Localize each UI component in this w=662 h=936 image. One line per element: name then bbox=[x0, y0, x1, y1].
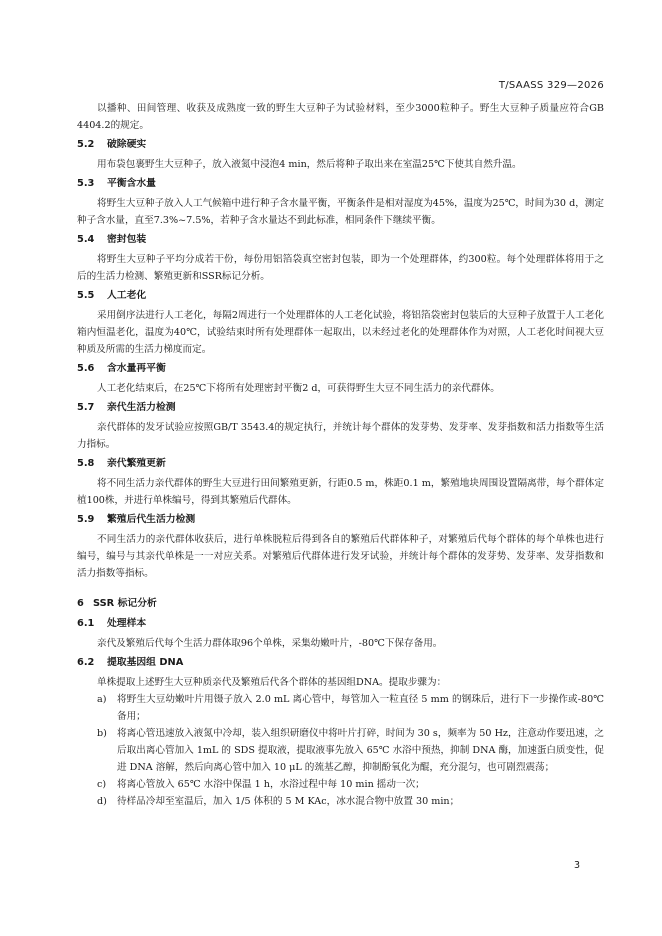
section-heading bbox=[77, 288, 604, 304]
step-item bbox=[77, 776, 604, 793]
section-heading bbox=[77, 512, 604, 528]
section-body: 用布袋包裹野生大豆种子，放入液氮中浸泡4 min，然后将种子取出来在室温25℃下使其自然升温。 bbox=[97, 159, 522, 170]
section-6-2-body: 单株提取上述野生大豆种质亲代及繁殖后代各个群体的基因组DNA。提取步骤为： bbox=[97, 677, 447, 688]
section-number: 5.7 bbox=[77, 402, 95, 413]
section-title: 处理样本 bbox=[107, 618, 147, 629]
section-number: 5.5 bbox=[77, 290, 95, 301]
section-number: 6.2 bbox=[77, 657, 95, 668]
section-number: 5.4 bbox=[77, 234, 95, 245]
step-item bbox=[77, 793, 604, 810]
section-number: 5.6 bbox=[77, 363, 95, 374]
step-text: 将野生大豆幼嫩叶片用镊子放入 2.0 mL 离心管中，每管加入一粒直径 5 mm 的钢珠后，进行下一步操作或-80℃备用； bbox=[117, 694, 604, 722]
step-marker: b) bbox=[97, 728, 107, 739]
section-heading bbox=[77, 456, 604, 472]
section-title: 提取基因组 DNA bbox=[107, 657, 184, 668]
step-marker: d) bbox=[97, 796, 107, 807]
section-title: 平衡含水量 bbox=[107, 178, 156, 189]
document-header-id: T/SAASS 329—2026 bbox=[498, 80, 604, 91]
section-6-1-body: 亲代及繁殖后代每个生活力群体取96个单株，采集幼嫩叶片，-80℃下保存备用。 bbox=[97, 638, 443, 649]
section-body: 人工老化结束后，在25℃下将所有处理密封平衡2 d，可获得野生大豆不同生活力的亲代群体。 bbox=[97, 383, 500, 394]
section-heading bbox=[77, 400, 604, 416]
step-marker: a) bbox=[97, 694, 107, 705]
dna-extraction-steps bbox=[77, 691, 604, 810]
section-title: 密封包装 bbox=[107, 234, 147, 245]
chapter-6-heading bbox=[77, 596, 604, 612]
section-title: 破除硬实 bbox=[107, 139, 147, 150]
section-6-1-heading bbox=[77, 616, 604, 632]
chapter-number: 6 bbox=[77, 598, 84, 609]
section-body: 不同生活力的亲代群体收获后，进行单株脱粒后得到各自的繁殖后代群体种子，对繁殖后代每个群体的每个单株也进行编号，编号与其亲代单株是一一对应关系。对繁殖后代群体进行发牙试验，并统计每个群体的发芽势、发芽率、发芽指数和活力指数等指标。 bbox=[77, 534, 604, 579]
section-title: 亲代生活力检测 bbox=[107, 402, 176, 413]
section-heading bbox=[77, 232, 604, 248]
section-number: 5.9 bbox=[77, 514, 95, 525]
intro-paragraph: 以播种、田间管理、收获及成熟度一致的野生大豆种子为试验材料，至少3000粒种子。野生大豆种子质量应符合GB 4404.2的规定。 bbox=[77, 103, 604, 131]
section-number: 6.1 bbox=[77, 618, 95, 629]
section-body: 采用倒序法进行人工老化，每隔2周进行一个处理群体的人工老化试验，将铝箔袋密封包装后的大豆种子放置于人工老化箱内恒温老化，温度为40℃，试验结束时所有处理群体一起取出，以未经过老化的处理群体作为对照，人工老化时间视大豆种质及所需的生活力梯度而定。 bbox=[77, 310, 604, 355]
step-text: 待样品冷却至室温后，加入 1/5 体积的 5 M KAc，冰水混合物中放置 30 min； bbox=[117, 796, 460, 807]
section-number: 5.3 bbox=[77, 178, 95, 189]
section-title: 含水量再平衡 bbox=[107, 363, 166, 374]
section-body: 将野生大豆种子平均分成若干份，每份用铝箔袋真空密封包装，即为一个处理群体，约300粒。每个处理群体将用于之后的生活力检测、繁殖更新和SSR标记分析。 bbox=[77, 254, 604, 282]
section-body: 将野生大豆种子放入人工气候箱中进行种子含水量平衡，平衡条件是相对湿度为45%，温度为25℃，时间为30 d，测定种子含水量，直至7.3%~7.5%，若种子含水量达不到此标准，相同条件下继续平衡。 bbox=[77, 198, 604, 226]
section-heading bbox=[77, 137, 604, 153]
step-item bbox=[77, 725, 604, 776]
section-number: 5.2 bbox=[77, 139, 95, 150]
step-text: 将离心管迅速放入液氮中冷却，装入组织研磨仪中将叶片打碎，时间为 30 s，频率为 50 Hz，注意动作要迅速，之后取出离心管加入 1mL 的 SDS 提取液，提取液事先放入 65℃ 水浴中预热，抑制 DNA 酶，加速蛋白质变性，促进 DNA 溶解，然后向离心管中加入 10 μL 的巯基乙醇，抑制酚氧化为醌，充分混匀，也可剧烈震荡； bbox=[117, 728, 604, 773]
document-body bbox=[77, 100, 604, 810]
step-item bbox=[77, 691, 604, 725]
chapter-title: SSR 标记分析 bbox=[93, 598, 157, 609]
step-text: 将离心管放入 65℃ 水浴中保温 1 h，水浴过程中每 10 min 摇动一次； bbox=[117, 779, 425, 790]
section-heading bbox=[77, 361, 604, 377]
section-number: 5.8 bbox=[77, 458, 95, 469]
section-title: 繁殖后代生活力检测 bbox=[107, 514, 196, 525]
section-body: 亲代群体的发牙试验应按照GB/T 3543.4的规定执行，并统计每个群体的发芽势、发芽率、发芽指数和活力指数等生活力指标。 bbox=[77, 422, 604, 450]
section-heading bbox=[77, 176, 604, 192]
section-list bbox=[77, 137, 604, 582]
step-marker: c) bbox=[97, 779, 107, 790]
section-6-2-heading bbox=[77, 655, 604, 671]
section-title: 人工老化 bbox=[107, 290, 147, 301]
section-body: 将不同生活力亲代群体的野生大豆进行田间繁殖更新，行距0.5 m，株距0.1 m，繁殖地块周围设置隔离带，每个群体定植100株，并进行单株编号，得到其繁殖后代群体。 bbox=[77, 478, 604, 506]
section-title: 亲代繁殖更新 bbox=[107, 458, 166, 469]
page-number: 3 bbox=[573, 860, 580, 871]
